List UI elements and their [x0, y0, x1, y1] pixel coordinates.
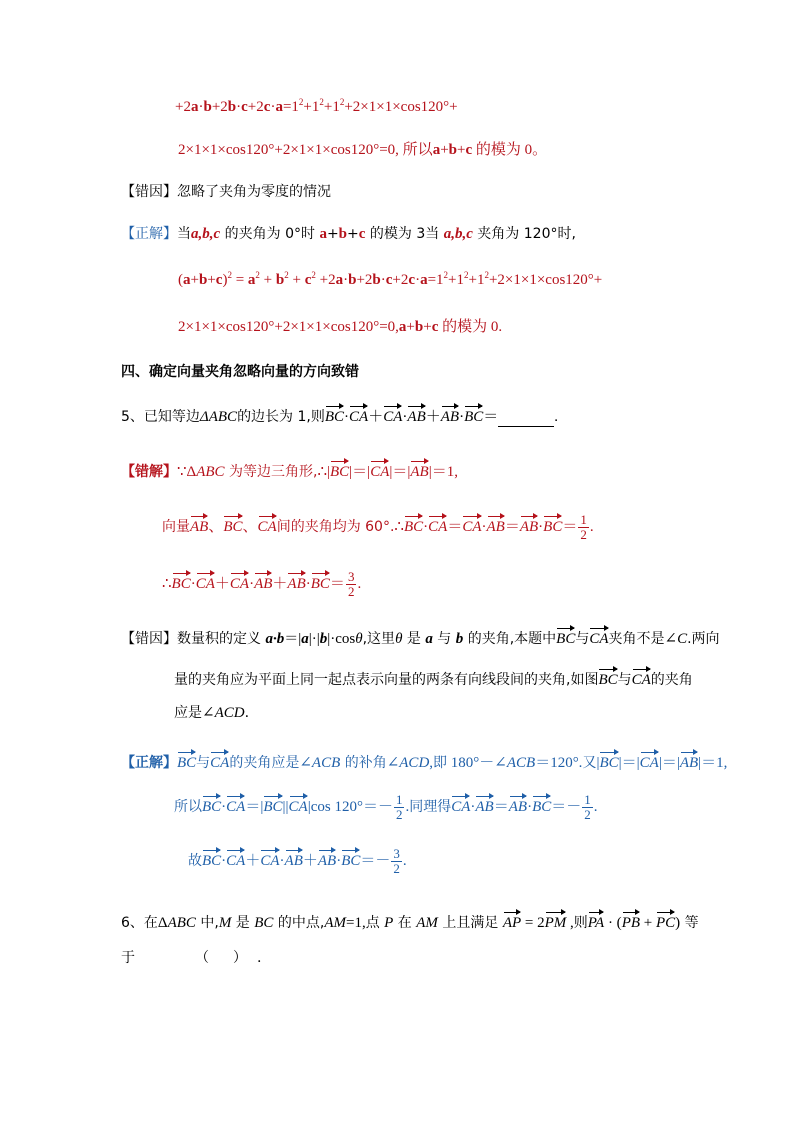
cuoyin2-tag: 【错因】	[121, 631, 177, 647]
zhengjie1-line3: 2×1×1×cos120°+2×1×1×cos120°=0,a+b+c 的模为 0.	[178, 319, 503, 335]
cuojie-line2: 向量AB、BC、CA间的夹角均为 60°.∴BC·CA＝CA·AB＝AB·BC＝ $\frac{1}{2}$ .	[162, 512, 594, 542]
cuoyin2-line2: 量的夹角应为平面上同一起点表示向量的两条有向线段间的夹角,如图BC与CA的夹角	[174, 668, 693, 690]
cuoyin1	[121, 182, 331, 202]
cuojie-line3: ∴BC·CA＋CA·AB＋AB·BC＝ $\frac{3}{2}$ .	[162, 569, 362, 599]
zhengjie1-line1: 【正解】当a,b,c 的夹角为 0°时 a+b+c 的模为 3当 a,b,c 夹角为 120°时,	[121, 226, 576, 242]
fraction: $\frac{1}{2}$	[395, 792, 403, 822]
cuoyin2-line1: 【错因】数量积的定义 a·b＝|a|·|b|·cosθ,这里θ 是 a 与 b 的夹角,本题中BC与CA夹角不是∠C.两向	[121, 627, 720, 649]
zhengjie2-line2: 所以BC·CA＝|BC||CA|cos 120°＝－ $\frac{1}{2}$ .同理得CA·AB＝AB·BC＝－ $\frac{1}{2}$ .	[174, 792, 598, 822]
cuoyin2-line3: 应是∠ACD.	[174, 705, 250, 721]
zhengjie1-tag: 【正解】	[121, 226, 177, 242]
zhengjie2-line1: 【正解】BC与CA的夹角应是∠ACB 的补角∠ACD,即 180°－∠ACB＝120°.又|BC|＝|CA|＝|AB|＝1,	[121, 751, 727, 773]
block1-line2: 2×1×1×cos120°+2×1×1×cos120°=0, 所以a+b+c 的模为 0。	[178, 142, 548, 158]
zhengjie2-tag: 【正解】	[121, 755, 177, 771]
block1-line1: $+2a\cdot b+2b\cdot c+2c\cdot a=1^2+1^2+1^2+2\times 1\times 1\times\cos 120^\circ+$	[175, 97, 458, 115]
fraction: $\frac{3}{2}$	[393, 846, 400, 876]
q5-stem: 5、已知等边ΔABC的边长为 1,则BC·CA＋CA·AB＋AB·BC＝ .	[121, 405, 558, 427]
cuojie-line1: 【错解】∵ΔABC 为等边三角形,∴|BC|＝|CA|＝|AB|＝1,	[121, 460, 458, 482]
q6-line1: 6、在ΔABC 中,M 是 BC 的中点,AM=1,点 P 在 AM 上且满足 AP = 2PM ,则PA · (PB + PC) 等	[121, 911, 699, 933]
cuoyin1-text: 忽略了夹角为零度的情况	[177, 184, 331, 200]
section4-title: 四、确定向量夹角忽略向量的方向致错	[121, 364, 359, 380]
answer-blank[interactable]	[498, 412, 554, 427]
cuojie-tag: 【错解】	[121, 464, 177, 480]
cuoyin1-tag: 【错因】	[121, 184, 177, 200]
fraction: $\frac{1}{2}$	[584, 792, 591, 822]
zhengjie2-line3: 故BC·CA＋CA·AB＋AB·BC＝－ $\frac{3}{2}$ .	[188, 846, 407, 876]
q6-line2: 于 （ ） .	[121, 950, 262, 966]
fraction: $\frac{3}{2}$	[347, 569, 355, 599]
fraction: $\frac{1}{2}$	[580, 512, 587, 542]
zhengjie1-line2: $(a+b+c)^2 = a^2 + b^2 + c^2 +2a\cdot b+2b\cdot c+2c\cdot a=1^2+1^2+1^2+2\times 1\times 1\times\cos 120^\circ+$	[178, 270, 603, 288]
